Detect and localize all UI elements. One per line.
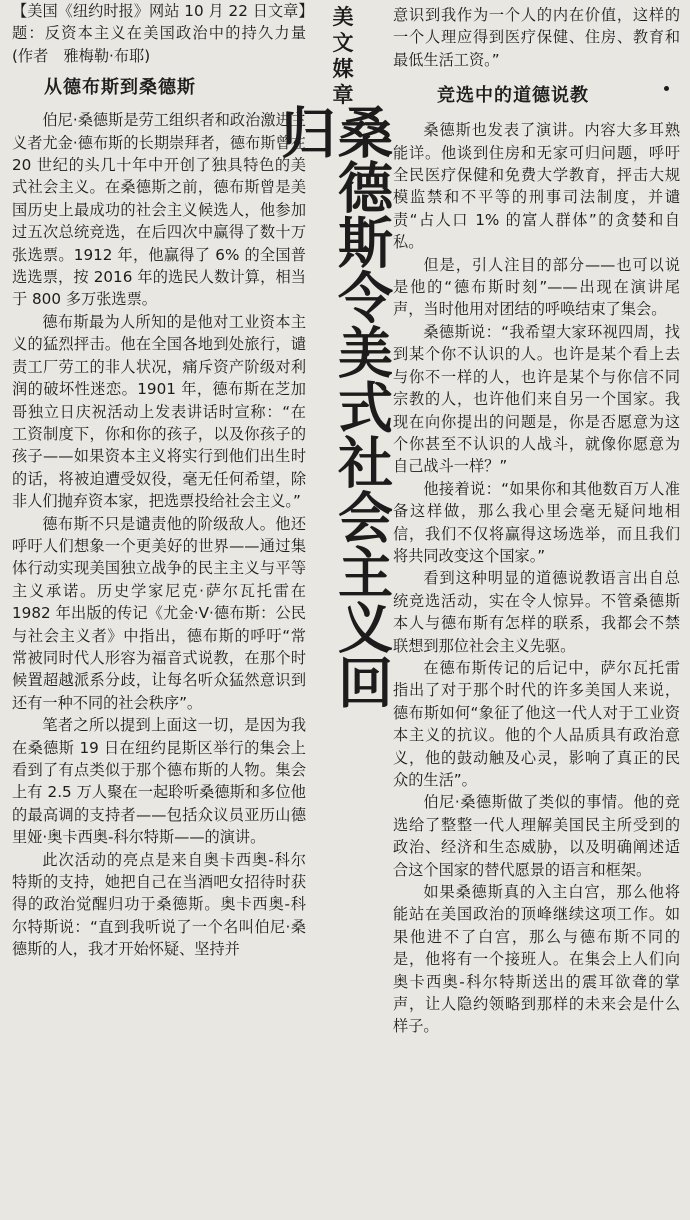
paragraph: 德布斯不只是谴责他的阶级敌人。他还呼吁人们想象一个更美好的世界——通过集体行动实现美国独立战争的民主主义与平等主义承诺。历史学家尼克·萨尔瓦托雷在 1982 年出版的传记《尤金·V·德布斯：公民与社会主义者》中指出，德布斯的呼吁“常常被同时代人形容为福音式说教，在那个时候置超越派系分歧，让每名听众猛然意识到还有一种不同的社会秩序”。 bbox=[12, 514, 306, 712]
paragraph: 德布斯最为人所知的是他对工业资本主义的猛烈抨击。他在全国各地到处旅行，谴责工厂劳工的非人状况，痛斥资产阶级对利润的破坏性迷恋。1901 年，德布斯在芝加哥独立日庆祝活动上发表讲话时宣称：“在工资制度下，你和你的孩子，以及你孩子的孩子——如果资本主义将实行到他们出生时的话，将被迫遭受奴役，毫无任何希望，除非人们抛弃资本家，把选票投给社会主义。” bbox=[12, 312, 306, 511]
paragraph: 如果桑德斯真的入主白宫，那么他将能站在美国政治的顶峰继续这项工作。如果他进不了白宫，那么与德布斯不同的是，他将有一个接班人。在集会上人们向奥卡西奥-科尔特斯送出的震耳欲聋的掌声，让人隐约领略到那样的未来会是什么样子。 bbox=[393, 883, 680, 1036]
paragraph: 但是，引人注目的部分——也可以说是他的“德布斯时刻”——出现在演讲尾声，当时他用对团结的呼唤结束了集会。 bbox=[393, 255, 680, 319]
paragraph: 笔者之所以提到上面这一切，是因为我在桑德斯 19 日在纽约昆斯区举行的集会上看到了有点类似于那个德布斯的人物。集会上有 2.5 万人聚在一起聆听桑德斯和多位他的最高调的支持者——包括众议员亚历山德里娅·奥卡西奥-科尔特斯——的演讲。 bbox=[12, 716, 306, 847]
paragraph: 伯尼·桑德斯做了类似的事情。他的竞选给了整整一代人理解美国民主所受到的政治、经济和生态威胁，以及明确阐述适合这个国家的替代愿景的语言和框架。 bbox=[393, 793, 680, 879]
paragraph: 看到这种明显的道德说教语言出自总统竞选活动，实在令人惊异。不管桑德斯本人与德布斯有怎样的联系，我都会不禁联想到那位社会主义先驱。 bbox=[393, 569, 680, 655]
paragraph: 桑德斯也发表了演讲。内容大多耳熟能详。他谈到住房和无家可归问题，呼吁全民医疗保健和免费大学教育，抨击大规模监禁和不平等的刑事司法制度，并谴责“占人口 1% 的富人群体”的贪婪和自私。 bbox=[393, 121, 680, 252]
paragraph: 桑德斯说：“我希望大家环视四周，找到某个你不认识的人。也许是某个看上去与你不一样的人，也许是某个与你信不同宗教的人，也许他们来自另一个国家。我现在向你提出的问题是，你是否愿意为这个你甚至不认识的人战斗，就像你愿意为自己战斗一样？” bbox=[393, 322, 680, 476]
paragraph: 在德布斯传记的后记中，萨尔瓦托雷指出了对于那个时代的许多美国人来说，德布斯如何“象征了他这一代人对于工业资本主义的抗议。他的个人品质具有政治意义，他的鼓动触及心灵，影响了真正的民众的生活”。 bbox=[393, 658, 680, 789]
right-column bbox=[393, 4, 680, 1038]
kicker-line-2: 媒 章 bbox=[332, 57, 366, 107]
subhead-moral-sermon: 竞选中的道德说教 bbox=[437, 85, 589, 107]
continued-paragraph: 意识到我作为一个人的内在价值，这样的一个人理应得到医疗保健、住房、教育和最低生活工资。” bbox=[393, 6, 680, 69]
paragraph: 此次活动的亮点是来自奥卡西奥-科尔特斯的支持，她把自己在当酒吧女招待时获得的政治觉醒归功于桑德斯。奥卡西奥-科尔特斯说：“直到我听说了一个名叫伯尼·桑德斯的人，我才开始怀疑、坚持并 bbox=[12, 850, 306, 959]
article-headline: 桑德斯令美式社会主义回归 bbox=[272, 104, 394, 709]
paragraph: 他接着说：“如果你和其他数百万人准备这样做，那么我心里会毫无疑问地相信，我们不仅将赢得这场选举，而且我们将共同改变这个国家。” bbox=[393, 479, 680, 565]
subhead-debs-to-sanders: 从德布斯到桑德斯 bbox=[44, 77, 196, 99]
paragraph: 伯尼·桑德斯是劳工组织者和政治激进主义者尤金·德布斯的长期崇拜者，德布斯曾在 20 世纪的头几十年中开创了独具特色的美式社会主义。在桑德斯之前，德布斯曾是美国历史上最成功的社会主义候选人，他参加过五次总统竞选，在后四次中赢得了数十万张选票。1912 年，他赢得了 6% 的全国普选选票，按 2016 年的选民人数计算，相当于 800 多万张选票。 bbox=[12, 111, 306, 309]
dateline-intro: 【美国《纽约时报》网站 10 月 22 日文章】题：反资本主义在美国政治中的持久力量(作者 雅梅勒·布耶) bbox=[12, 2, 306, 65]
left-column bbox=[12, 0, 306, 961]
section-kicker bbox=[309, 4, 389, 108]
kicker-line-1: 美 文 bbox=[332, 5, 366, 55]
